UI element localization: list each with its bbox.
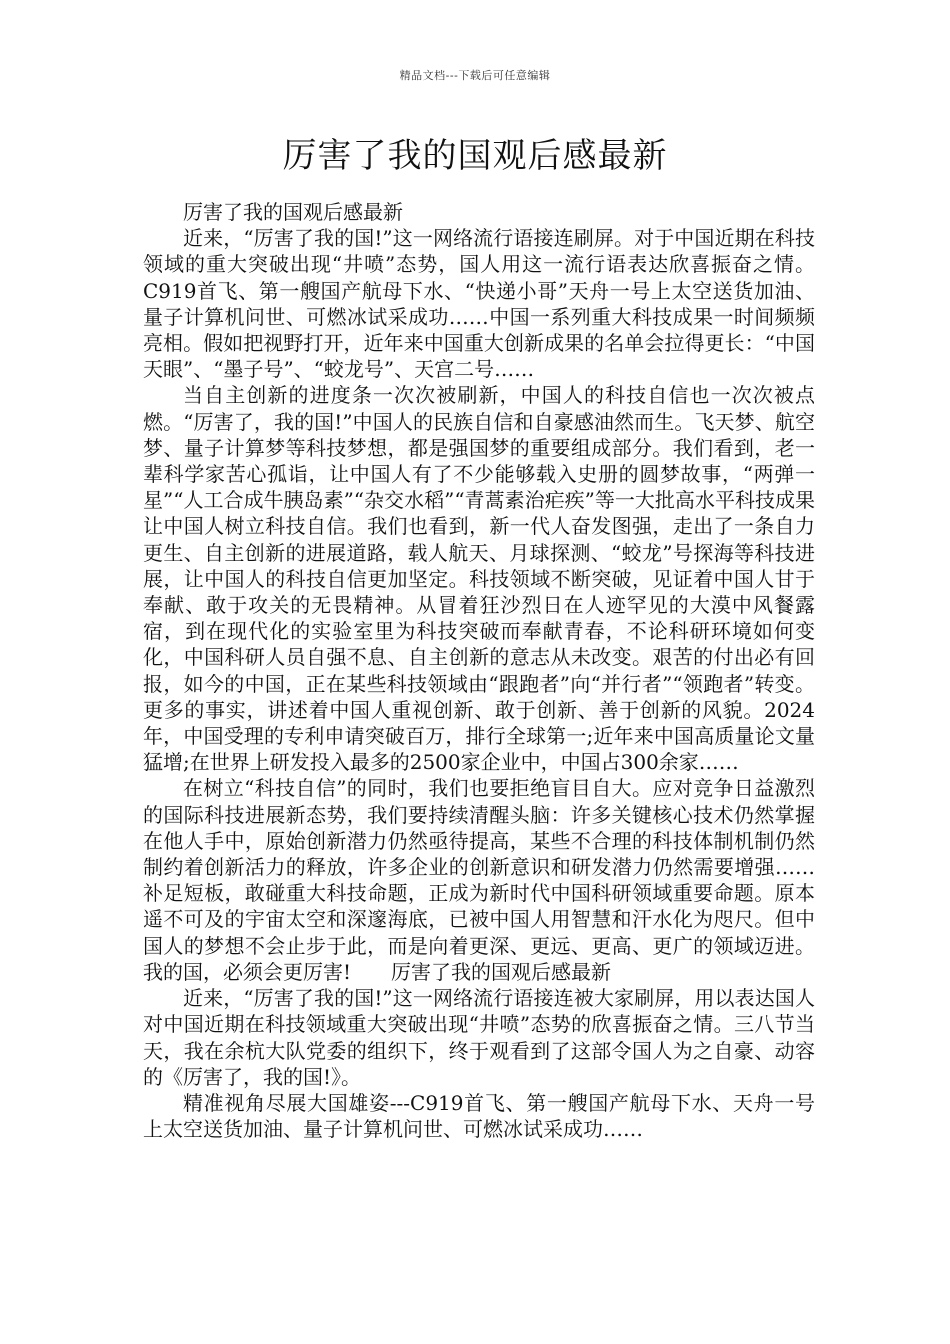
paragraph: 在树立“科技自信”的同时，我们也要拒绝盲目自大。应对竞争日益激烈的国际科技进展新态势，我们要持续清醒头脑：许多关键核心技术仍然掌握在他人手中，原始创新潜力仍然亟待提高，某些不合理的科技体制机制仍然制约着创新活力的释放，许多企业的创新意识和研发潜力仍然需要增强……补足短板，敢碰重大科技命题，正成为新时代中国科研领域重要命题。原本遥不可及的宇宙太空和深邃海底，已被中国人用智慧和汗水化为咫尺。但中国人的梦想不会止步于此，而是向着更深、更远、更高、更广的领域迈进。我的国，必须会更厉害! 厉害了我的国观后感最新: [143, 776, 815, 984]
paragraph: 当自主创新的进度条一次次被刷新，中国人的科技自信也一次次被点燃。“厉害了，我的国!”中国人的民族自信和自豪感油然而生。飞天梦、航空梦、量子计算梦等科技梦想，都是强国梦的重要组成部分。我们看到，老一辈科学家苦心孤诣，让中国人有了不少能够载入史册的圆梦故事，“两弹一星”“人工合成牛胰岛素”“杂交水稻”“青蒿素治疟疾”等一大批高水平科技成果让中国人树立科技自信。我们也看到，新一代人奋发图强，走出了一条自力更生、自主创新的进展道路，载人航天、月球探测、“蛟龙”号探海等科技进展，让中国人的科技自信更加坚定。科技领域不断突破，见证着中国人甘于奉献、敢于攻关的无畏精神。从冒着狂沙烈日在人迹罕见的大漠中风餐露宿，到在现代化的实验室里为科技突破而奉献青春，不论科研环境如何变化，中国科研人员自强不息、自主创新的意志从未改变。艰苦的付出必有回报，如今的中国，正在某些科技领域由“跟跑者”向“并行者”“领跑者”转变。更多的事实，讲述着中国人重视创新、敢于创新、善于创新的风貌。2024年，中国受理的专利申请突破百万，排行全球第一;近年来中国高质量论文量猛增;在世界上研发投入最多的2500家企业中，中国占300余家……: [143, 383, 815, 775]
paragraph: 近来，“厉害了我的国!”这一网络流行语接连刷屏。对于中国近期在科技领域的重大突破出现“井喷”态势，国人用这一流行语表达欣喜振奋之情。C919首飞、第一艘国产航母下水、“快递小哥”天舟一号上太空送货加油、量子计算机问世、可燃冰试采成功……中国一系列重大科技成果一时间频频亮相。假如把视野打开，近年来中国重大创新成果的名单会拉得更长：“中国天眼”、“墨子号”、“蛟龙号”、天宫二号……: [143, 226, 815, 382]
document-title: 厉害了我的国观后感最新: [282, 136, 668, 176]
paragraph: 精准视角尽展大国雄姿---C919首飞、第一艘国产航母下水、天舟一号上太空送货加油、量子计算机问世、可燃冰试采成功……: [143, 1090, 815, 1142]
paragraph: 近来，“厉害了我的国!”这一网络流行语接连被大家刷屏，用以表达国人对中国近期在科技领域重大突破出现“井喷”态势的欣喜振奋之情。三八节当天，我在余杭大队党委的组织下，终于观看到了这部令国人为之自豪、动容的《厉害了，我的国!》。: [143, 986, 815, 1089]
header-note: 精品文档---下载后可任意编辑: [399, 69, 551, 82]
document-body: [143, 199, 815, 1142]
paragraph: 厉害了我的国观后感最新: [183, 200, 403, 224]
